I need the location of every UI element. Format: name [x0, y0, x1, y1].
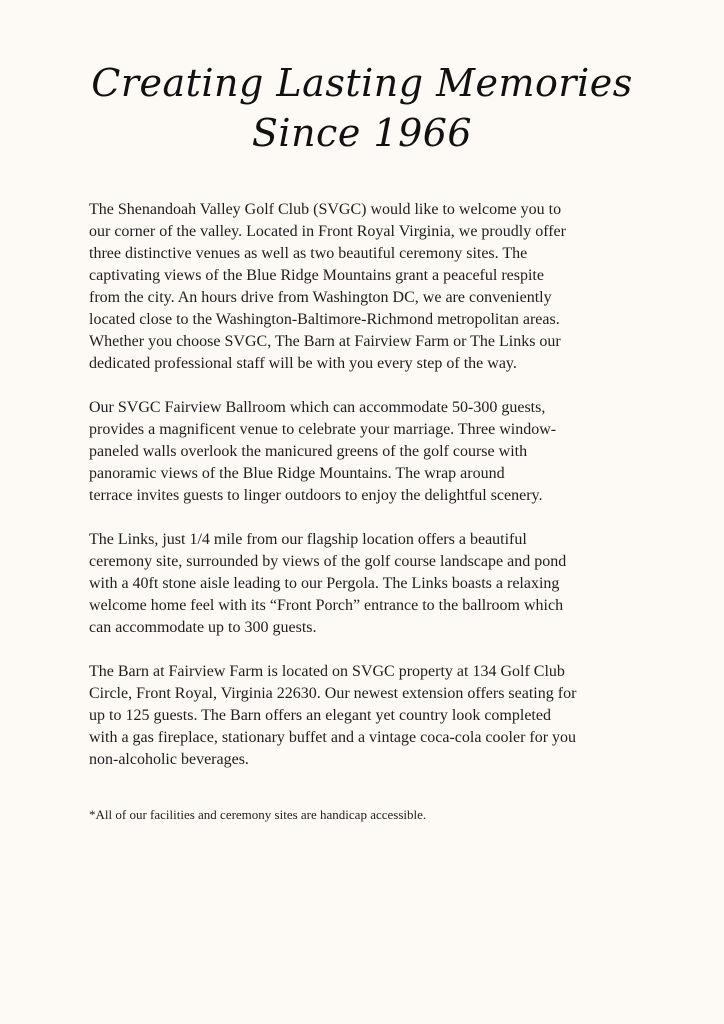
text-line: paneled walls overlook the manicured greens of the golf course with	[89, 443, 528, 460]
text-line: captivating views of the Blue Ridge Mountains grant a peaceful respite	[89, 267, 544, 284]
title-line: Since 1966	[251, 111, 473, 155]
paragraph-welcome	[89, 199, 649, 375]
paragraph-barn	[89, 661, 649, 771]
text-line: Our SVGC Fairview Ballroom which can accommodate 50-300 guests,	[89, 399, 546, 416]
text-line: up to 125 guests. The Barn offers an elegant yet country look completed	[89, 707, 551, 724]
text-line: with a gas fireplace, stationary buffet and a vintage coca-cola cooler for you	[89, 729, 577, 746]
title-line: Creating Lasting Memories	[91, 61, 633, 105]
text-line: three distinctive venues as well as two beautiful ceremony sites. The	[89, 245, 528, 262]
text-line: The Barn at Fairview Farm is located on SVGC property at 134 Golf Club	[89, 663, 565, 680]
text-line: dedicated professional staff will be with you every step of the way.	[89, 355, 517, 372]
paragraph-links	[89, 529, 649, 639]
text-line: provides a magnificent venue to celebrate your marriage. Three window-	[89, 421, 557, 438]
text-line: from the city. An hours drive from Washington DC, we are conveniently	[89, 289, 552, 306]
text-line: non-alcoholic beverages.	[89, 751, 249, 768]
text-line: located close to the Washington-Baltimore-Richmond metropolitan areas.	[89, 311, 560, 328]
footnote: *All of our facilities and ceremony sites are handicap accessible.	[89, 807, 427, 822]
body-text	[89, 199, 649, 793]
text-line: our corner of the valley. Located in Front Royal Virginia, we proudly offer	[89, 223, 566, 240]
text-line: The Shenandoah Valley Golf Club (SVGC) would like to welcome you to	[89, 201, 562, 218]
text-line: with a 40ft stone aisle leading to our Pergola. The Links boasts a relaxing	[89, 575, 560, 592]
text-line: Whether you choose SVGC, The Barn at Fairview Farm or The Links our	[89, 333, 561, 350]
text-line: Circle, Front Royal, Virginia 22630. Our newest extension offers seating for	[89, 685, 577, 702]
text-line: panoramic views of the Blue Ridge Mountains. The wrap around	[89, 465, 505, 482]
text-line: ceremony site, surrounded by views of the golf course landscape and pond	[89, 553, 567, 570]
text-line: welcome home feel with its “Front Porch” entrance to the ballroom which	[89, 597, 564, 614]
page-title	[0, 58, 724, 158]
paragraph-ballroom	[89, 397, 649, 507]
text-line: can accommodate up to 300 guests.	[89, 619, 317, 636]
text-line: The Links, just 1/4 mile from our flagship location offers a beautiful	[89, 531, 527, 548]
text-line: terrace invites guests to linger outdoors to enjoy the delightful scenery.	[89, 487, 543, 504]
